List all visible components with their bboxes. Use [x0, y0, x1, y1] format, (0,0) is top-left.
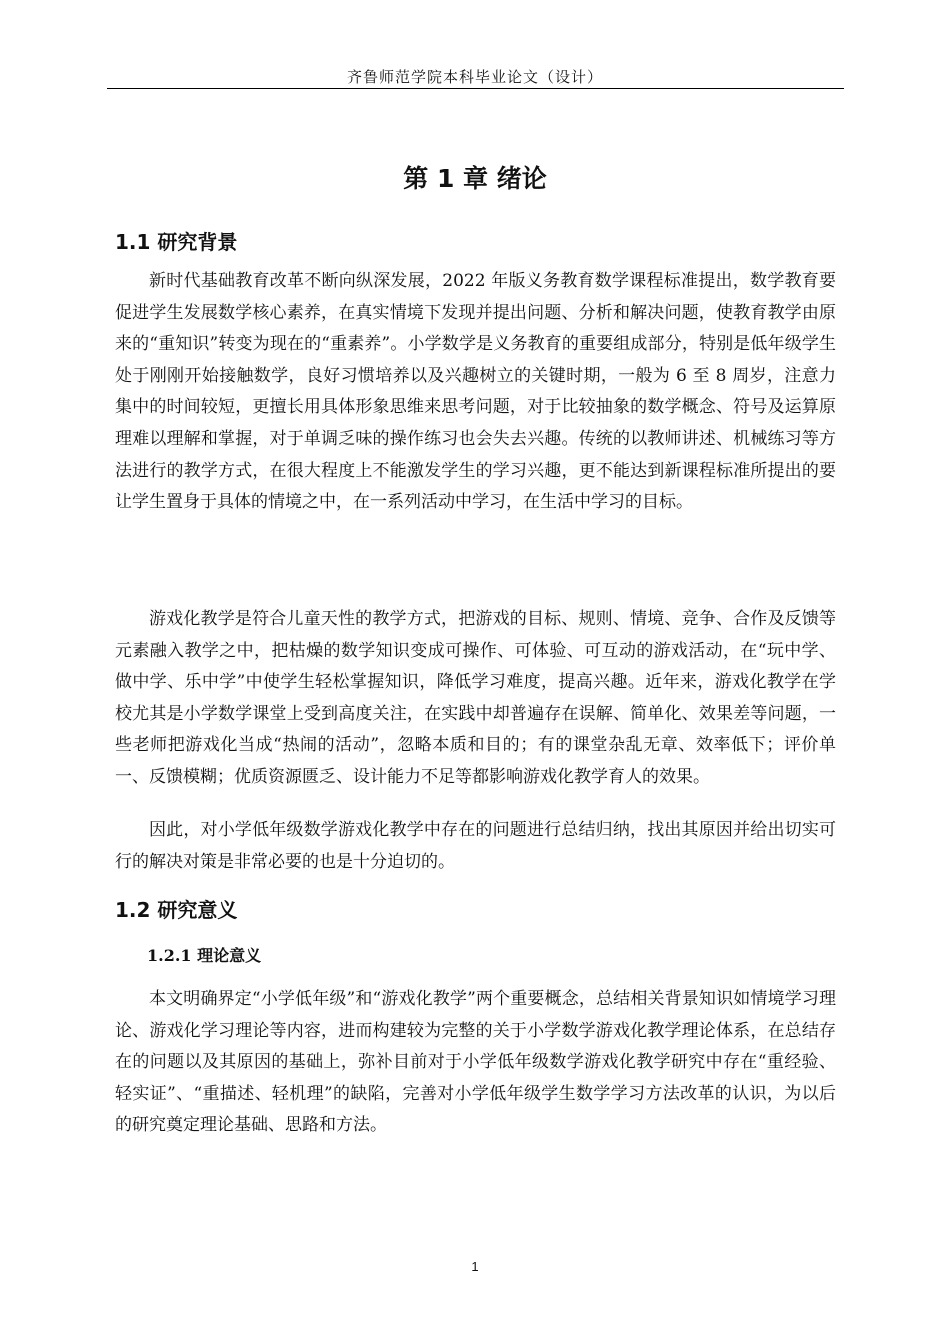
page-number: 1 [471, 1259, 479, 1274]
header-divider [107, 88, 844, 89]
running-header: 齐鲁师范学院本科毕业论文（设计） [346, 68, 603, 86]
section-heading-research-significance: 1.2 研究意义 [115, 898, 238, 922]
body-paragraph: 因此，对小学低年级数学游戏化教学中存在的问题进行总结归纳，找出其原因并给出切实可行的解决对策是非常必要的也是十分迫切的。 [115, 820, 836, 872]
section-heading-research-background: 1.1 研究背景 [115, 230, 238, 254]
chapter-title: 第 1 章 绪论 [403, 164, 547, 193]
subsection-heading-theoretical-significance: 1.2.1 理论意义 [147, 946, 262, 965]
body-paragraph: 新时代基础教育改革不断向纵深发展，2022 年版义务教育数学课程标准提出，数学教育要促进学生发展数学核心素养，在真实情境下发现并提出问题、分析和解决问题，使教育教学由原来的“重知识”转变为现在的“重素养”。小学数学是义务教育的重要组成部分，特别是低年级学生处于刚刚开始接触数学，良好习惯培养以及兴趣树立的关键时期，一般为 6 至 8 周岁，注意力集中的时间较短，更擅长用具体形象思维来思考问题，对于比较抽象的数学概念、符号及运算原理难以理解和掌握，对于单调乏味的操作练习也会失去兴趣。传统的以教师讲述、机械练习等方法进行的教学方式，在很大程度上不能激发学生的学习兴趣，更不能达到新课程标准所提出的要让学生置身于具体的情境之中，在一系列活动中学习，在生活中学习的目标。 [115, 271, 836, 513]
body-paragraph: 游戏化教学是符合儿童天性的教学方式，把游戏的目标、规则、情境、竞争、合作及反馈等元素融入教学之中，把枯燥的数学知识变成可操作、可体验、可互动的游戏活动，在“玩中学、做中学、乐中学”中使学生轻松掌握知识，降低学习难度，提高兴趣。近年来，游戏化教学在学校尤其是小学数学课堂上受到高度关注，在实践中却普遍存在误解、简单化、效果差等问题，一些老师把游戏化当成“热闹的活动”，忽略本质和目的；有的课堂杂乱无章、效率低下；评价单一、反馈模糊；优质资源匮乏、设计能力不足等都影响游戏化教学育人的效果。 [115, 609, 836, 787]
body-paragraph: 本文明确界定“小学低年级”和“游戏化教学”两个重要概念，总结相关背景知识如情境学习理论、游戏化学习理论等内容，进而构建较为完整的关于小学数学游戏化教学理论体系，在总结存在的问题以及其原因的基础上，弥补目前对于小学低年级数学游戏化教学研究中存在“重经验、轻实证”、“重描述、轻机理”的缺陷，完善对小学低年级学生数学学习方法改革的认识，为以后的研究奠定理论基础、思路和方法。 [115, 989, 836, 1136]
